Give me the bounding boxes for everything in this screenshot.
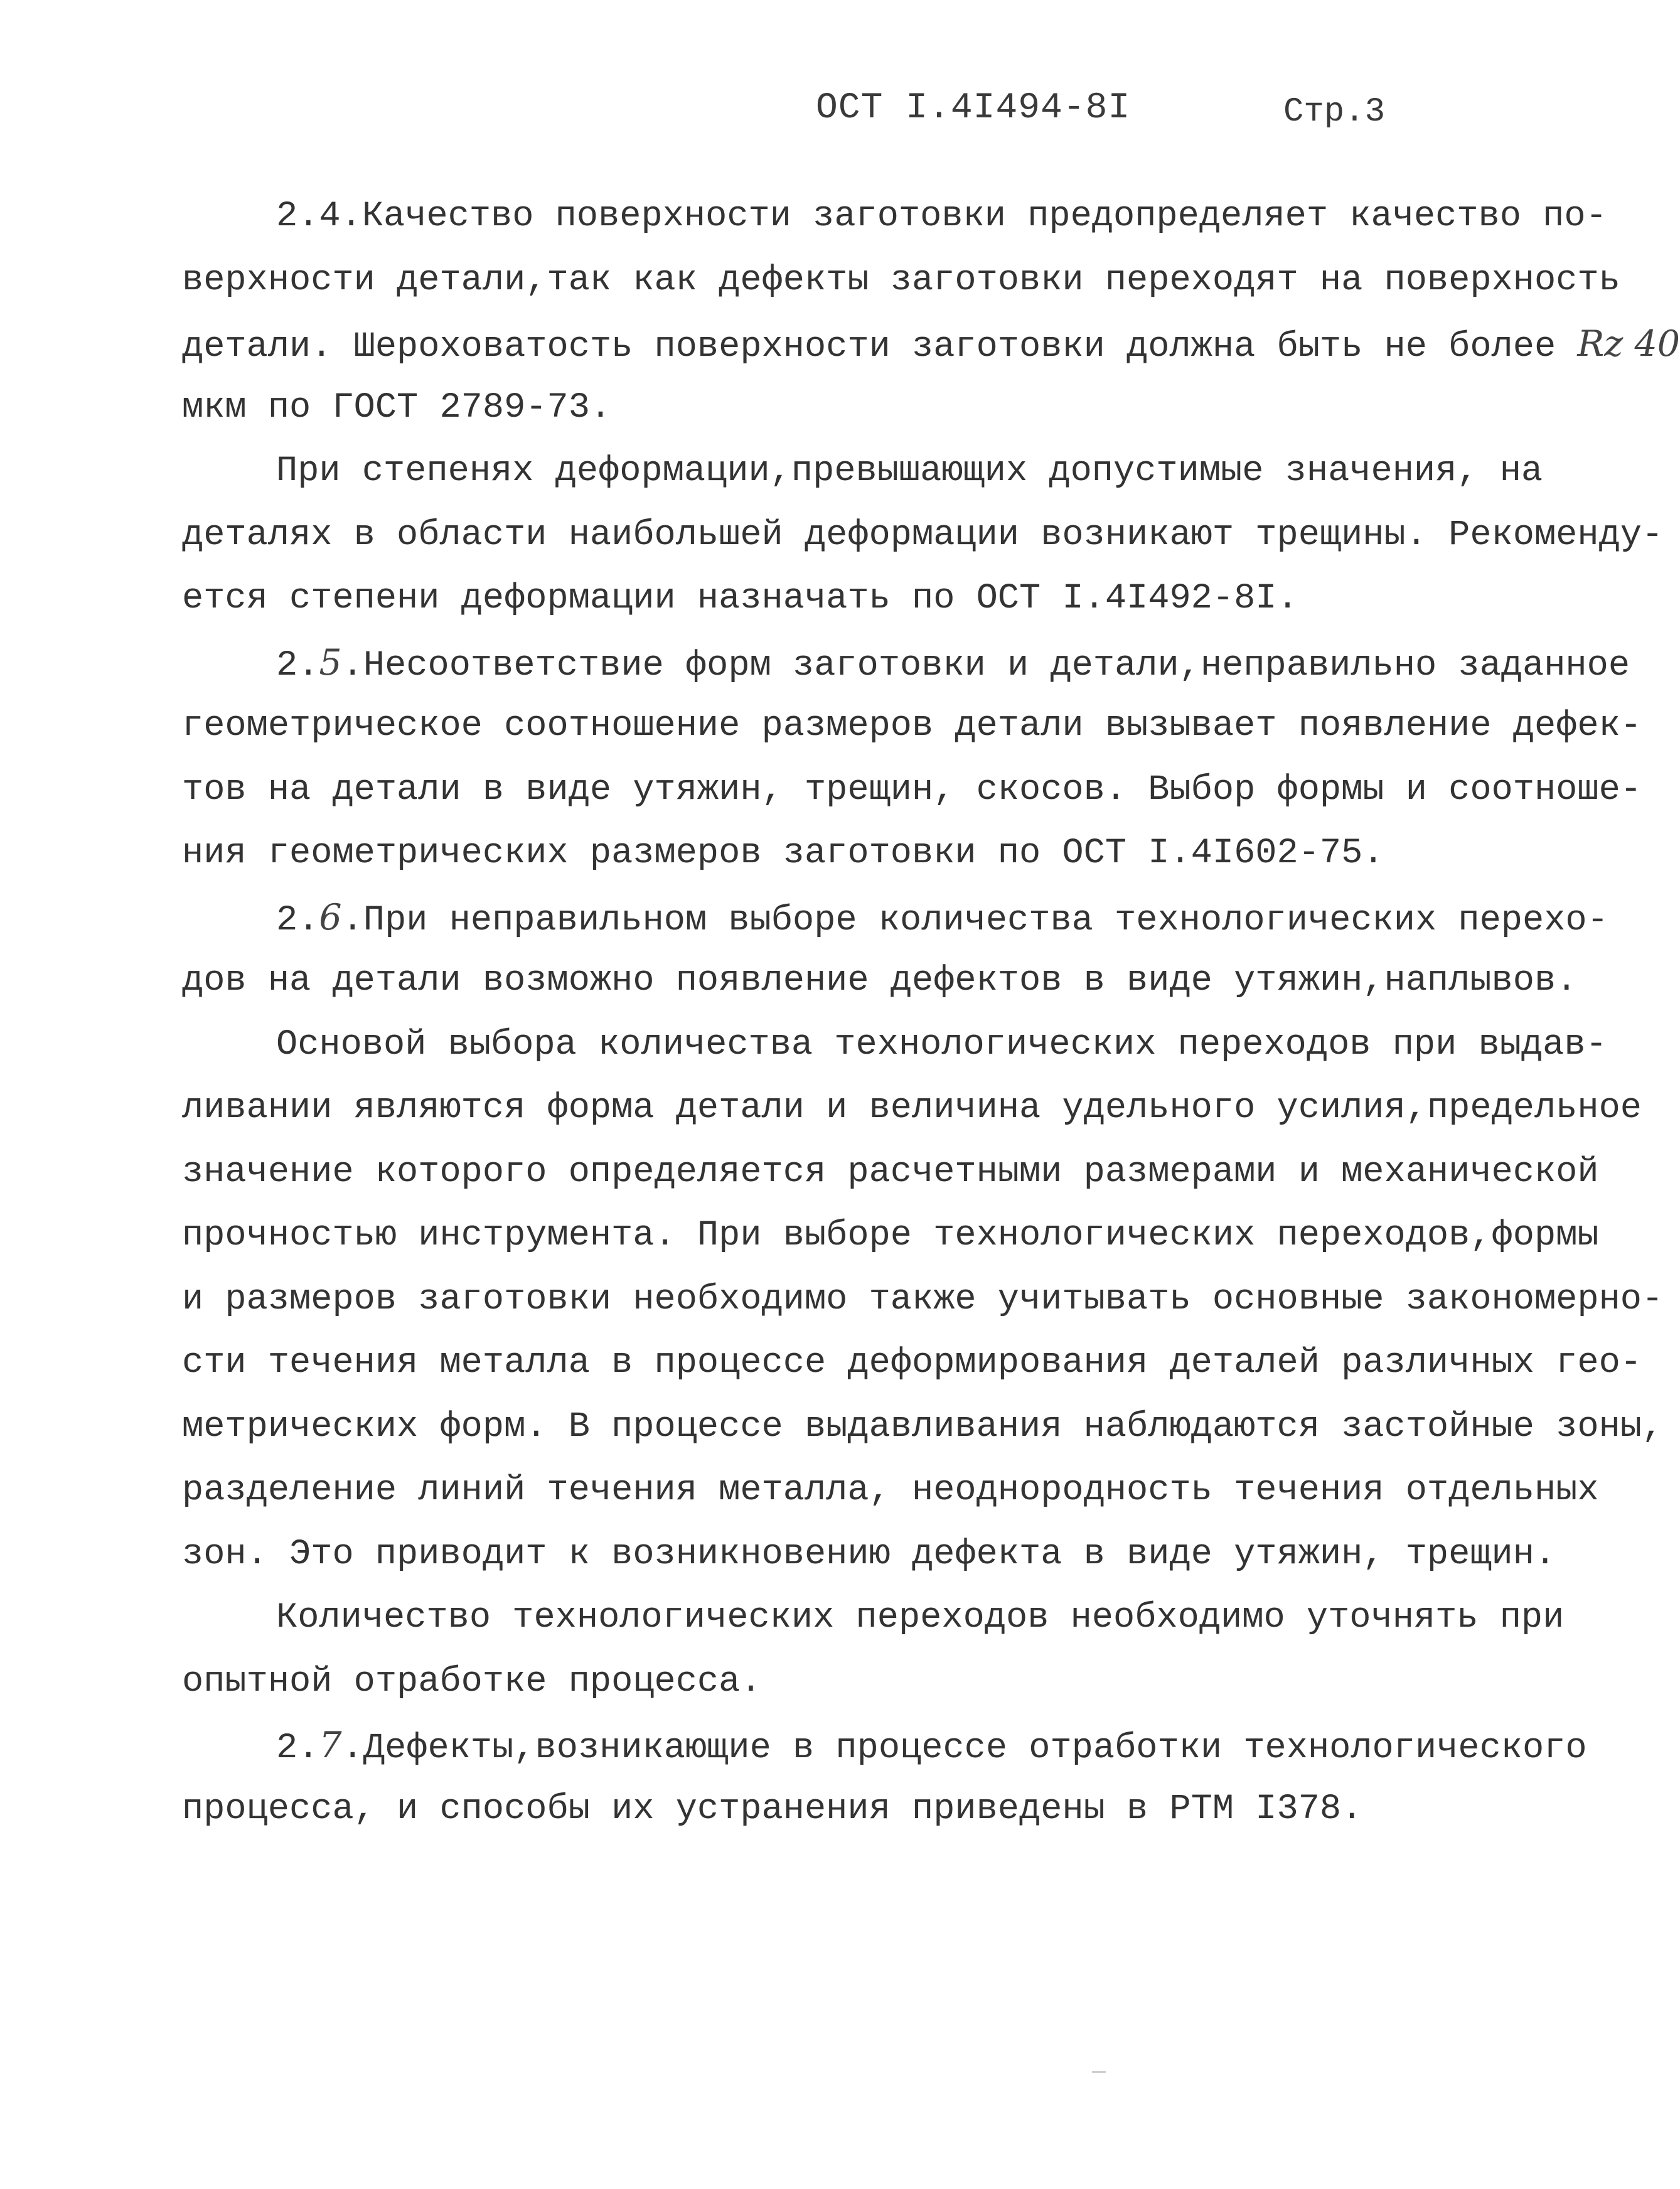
text-line: ется степени деформации назначать по ОСТ I.4I492-8I. (182, 579, 1298, 619)
text-line: Количество технологических переходов необходимо уточнять при (276, 1598, 1565, 1638)
text-line: разделение линий течения металла, неоднородность течения отдельных (182, 1470, 1599, 1511)
clause-number: 2. (276, 1728, 319, 1769)
paragraph-2-4 (182, 185, 1680, 440)
document-code: ОСТ I.4I494-8I (816, 88, 1131, 129)
text-line: дов на детали возможно появление дефектов в виде утяжин,наплывов. (182, 961, 1578, 1001)
text-line (182, 886, 1608, 950)
text-line: и размеров заготовки необходимо также учитывать основные закономерно- (182, 1279, 1664, 1320)
text-line: зон. Это приводит к возникновению дефекта в виде утяжин, трещин. (182, 1534, 1556, 1575)
clause-number-handwritten: 5 (319, 641, 342, 683)
text-line: сти течения металла в процессе деформирования деталей различных гео- (182, 1343, 1642, 1383)
page-number: Стр.3 (1283, 93, 1386, 131)
text-line-part: .Дефекты,возникающие в процессе отработки технологического (341, 1728, 1587, 1769)
text-line: ния геометрических размеров заготовки по ОСТ I.4I602-75. (182, 833, 1384, 874)
clause-number: 2. (276, 900, 319, 941)
text-line: ливании являются форма детали и величина удельного усилия,предельное (182, 1088, 1642, 1128)
text-line: При степенях деформации,превышающих допустимые значения, на (276, 451, 1543, 491)
document-body (182, 185, 1680, 1841)
paragraph-2-7 (182, 1714, 1587, 1841)
text-line: метрических форм. В процессе выдавливания наблюдаются застойные зоны, (182, 1406, 1664, 1447)
text-line: деталях в области наибольшей деформации возникают трещины. Рекоменду- (182, 515, 1664, 555)
text-line: значение которого определяется расчетными размерами и механической (182, 1152, 1599, 1192)
text-line-part: детали. Шероховатость поверхности заготовки должна быть не более (182, 327, 1578, 367)
text-line-part: .При неправильном выборе количества технологических перехо- (341, 900, 1608, 941)
text-line-part: .Несоответствие форм заготовки и детали,неправильно заданное (341, 645, 1630, 686)
text-line: 2.4.Качество поверхности заготовки предопределяет качество по- (276, 196, 1607, 237)
text-line (182, 631, 1630, 695)
handwritten-roughness: Rz 40 (1577, 323, 1680, 365)
paragraph-selection-basis (182, 1014, 1664, 1587)
text-line: прочностью инструмента. При выборе технологических переходов,формы (182, 1216, 1599, 1256)
paragraph-2-5 (182, 631, 1642, 886)
text-line: верхности детали,так как дефекты заготовки переходят на поверхность (182, 260, 1620, 301)
text-line: Основой выбора количества технологических переходов при выдав- (276, 1024, 1607, 1065)
text-line: тов на детали в виде утяжин, трещин, скосов. Выбор формы и соотноше- (182, 769, 1642, 810)
text-line: процесса, и способы их устранения приведены в РТМ I378. (182, 1789, 1363, 1829)
text-line (182, 1714, 1587, 1778)
scan-mark (1092, 2071, 1106, 2073)
text-line: опытной отработке процесса. (182, 1661, 762, 1702)
paragraph-transitions (182, 1587, 1565, 1714)
text-line: мкм по ГОСТ 2789-73. (182, 387, 612, 428)
paragraph-deformation (182, 440, 1664, 631)
clause-number-handwritten: 6 (319, 896, 342, 938)
text-line (182, 313, 1680, 377)
clause-number: 2. (276, 645, 319, 686)
text-line: геометрическое соотношение размеров детали вызывает появление дефек- (182, 706, 1642, 746)
clause-number-handwritten: 7 (319, 1725, 342, 1766)
paragraph-2-6 (182, 886, 1608, 1014)
